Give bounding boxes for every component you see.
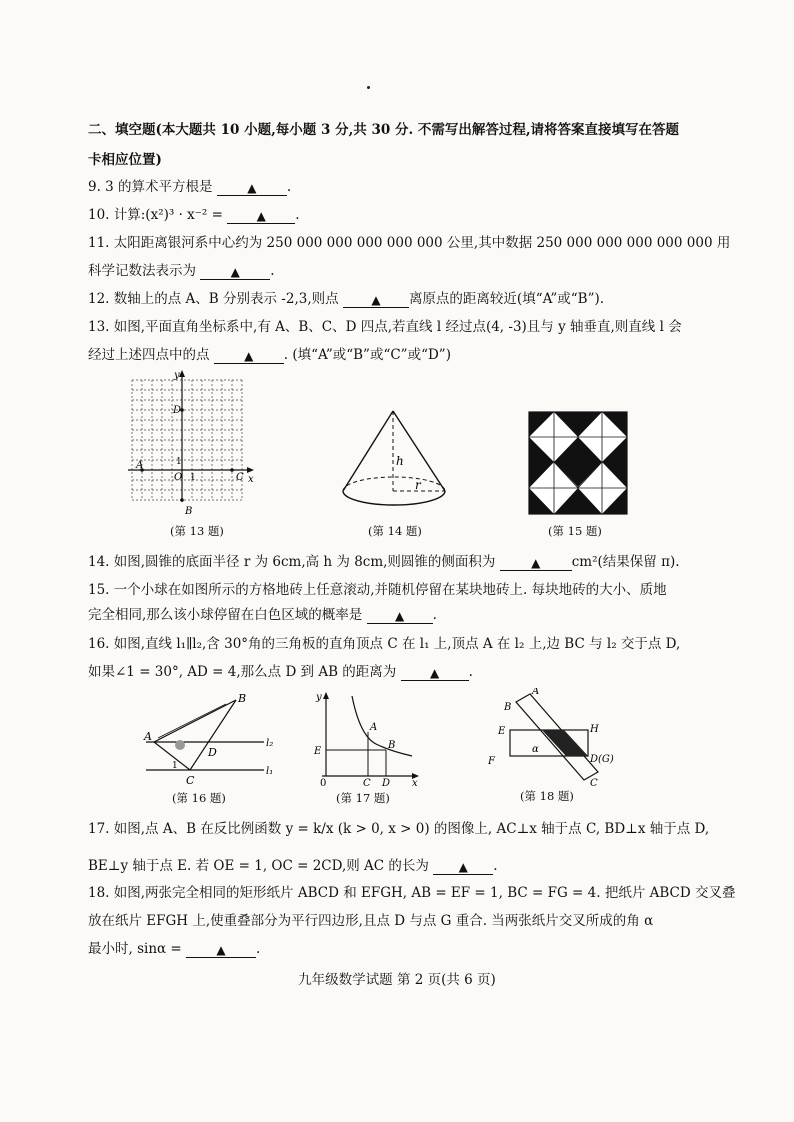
f13-label-B: B <box>185 506 193 517</box>
figure-14-cone <box>335 405 460 520</box>
answer-blank-14: ▲ <box>500 554 572 571</box>
answer-blank-17: ▲ <box>433 858 493 875</box>
f18-label-DG: D(G) <box>590 754 614 765</box>
f18-label-H: H <box>590 724 599 735</box>
f13-label-x: x <box>248 474 254 485</box>
question-16: 16. 如图,直线 l₁∥l₂,含 30°角的三角板的直角顶点 C 在 l₁ 上,顶点 A 在 l₂ 上,边 BC 与 l₂ 交于点 D, <box>88 636 681 652</box>
f18-label-C: C <box>590 778 598 788</box>
caption-13: (第 13 题) <box>170 524 224 538</box>
page-footer: 九年级数学试题 第 2 页(共 6 页) <box>298 972 496 988</box>
answer-blank-9: ▲ <box>217 179 287 196</box>
f17-label-A: A <box>370 722 378 733</box>
f17-label-y: y <box>316 692 322 703</box>
question-15: 15. 一个小球在如图所示的方格地砖上任意滚动,并随机停留在某块地砖上. 每块地砖的大小、质地 <box>88 582 667 598</box>
f13-label-D: D <box>173 405 182 416</box>
question-12: 12. 数轴上的点 A、B 分别表示 -2,3,则点 ▲ 离原点的距离较近(填“A”或“B”). <box>88 291 605 307</box>
answer-blank-16: ▲ <box>401 664 469 681</box>
figure-13-grid <box>118 368 258 520</box>
question-18-cont: 放在纸片 EFGH 上,使重叠部分为平行四边形,且点 D 与点 G 重合. 当两张纸片交叉所成的角 α <box>88 913 654 929</box>
f16-label-C: C <box>186 774 195 787</box>
f17-label-O: 0 <box>320 778 327 788</box>
question-13-cont: 经过上述四点中的点 ▲ . (填“A”或“B”或“C”或“D”) <box>88 347 451 363</box>
figure-17-inverse-function <box>312 690 422 788</box>
section-heading-cont: 卡相应位置) <box>88 152 162 168</box>
f16-label-angle1: 1 <box>172 761 178 771</box>
f13-label-A: A <box>136 460 144 471</box>
f13-label-1x: 1 <box>190 473 196 483</box>
f13-label-1y: 1 <box>176 457 182 467</box>
f13-label-y: y <box>174 370 180 381</box>
f17-label-D: D <box>382 778 391 788</box>
f14-label-h: h <box>396 454 404 468</box>
f17-label-C: C <box>363 778 371 788</box>
figure-15-tiles <box>528 411 628 515</box>
answer-blank-13: ▲ <box>214 347 284 364</box>
f18-label-F: F <box>488 756 495 767</box>
f13-label-O: O <box>174 472 183 483</box>
question-11: 11. 太阳距离银河系中心约为 250 000 000 000 000 000 公里,其中数据 250 000 000 000 000 000 用 <box>88 235 731 251</box>
f18-label-A: A <box>532 688 540 697</box>
f17-label-x: x <box>412 778 418 788</box>
figure-18-overlapping-rectangles <box>486 688 626 788</box>
caption-15: (第 15 题) <box>548 524 602 538</box>
question-17: 17. 如图,点 A、B 在反比例函数 y = k/x (k > 0, x > 0) 的图像上, AC⊥x 轴于点 C, BD⊥x 轴于点 D, <box>88 821 710 837</box>
question-9: 9. 3 的算术平方根是 ▲ . <box>88 179 292 195</box>
question-10: 10. 计算:(x²)³ · x⁻² = ▲ . <box>88 207 300 223</box>
f17-label-E: E <box>314 746 322 757</box>
question-15-cont: 完全相同,那么该小球停留在白色区域的概率是 ▲ . <box>88 607 437 623</box>
f16-label-A: A <box>144 730 152 743</box>
f16-label-D: D <box>208 746 217 759</box>
f17-label-B: B <box>388 740 396 751</box>
f18-label-B: B <box>504 702 512 713</box>
f16-label-l1: l₁ <box>266 766 274 777</box>
question-18: 18. 如图,两张完全相同的矩形纸片 ABCD 和 EFGH, AB = EF = 1, BC = FG = 4. 把纸片 ABCD 交叉叠 <box>88 885 736 901</box>
f16-label-l2: l₂ <box>266 738 274 749</box>
question-18-cont2: 最小时, sinα = ▲ . <box>88 941 261 957</box>
answer-blank-10: ▲ <box>227 207 295 224</box>
question-13: 13. 如图,平面直角坐标系中,有 A、B、C、D 四点,若直线 l 经过点(4, -3)且与 y 轴垂直,则直线 l 会 <box>88 319 682 335</box>
question-16-cont: 如果∠1 = 30°, AD = 4,那么点 D 到 AB 的距离为 ▲ . <box>88 664 473 680</box>
f18-label-alpha: α <box>532 744 539 755</box>
caption-17: (第 17 题) <box>336 791 390 805</box>
caption-14: (第 14 题) <box>368 524 422 538</box>
answer-blank-12: ▲ <box>343 291 409 308</box>
section-heading: 二、填空题(本大题共 10 小题,每小题 3 分,共 30 分. 不需写出解答过程,请将答案直接填写在答题 <box>88 122 680 138</box>
answer-blank-11: ▲ <box>200 263 270 280</box>
answer-blank-18: ▲ <box>186 941 256 958</box>
question-14: 14. 如图,圆锥的底面半径 r 为 6cm,高 h 为 8cm,则圆锥的侧面积为 ▲ cm²(结果保留 π). <box>88 554 680 570</box>
f13-label-C: C <box>236 472 244 483</box>
answer-blank-15: ▲ <box>367 607 433 624</box>
f14-label-r: r <box>415 478 421 492</box>
caption-18: (第 18 题) <box>520 789 574 803</box>
question-17-cont: BE⊥y 轴于点 E. 若 OE = 1, OC = 2CD,则 AC 的长为 ▲ . <box>88 858 498 874</box>
question-11-cont: 科学记数法表示为 ▲ . <box>88 263 275 279</box>
scan-dot <box>367 86 370 89</box>
f18-label-E: E <box>498 726 506 737</box>
f16-label-B: B <box>238 692 247 705</box>
figure-16-triangle <box>140 690 280 790</box>
caption-16: (第 16 题) <box>172 791 226 805</box>
